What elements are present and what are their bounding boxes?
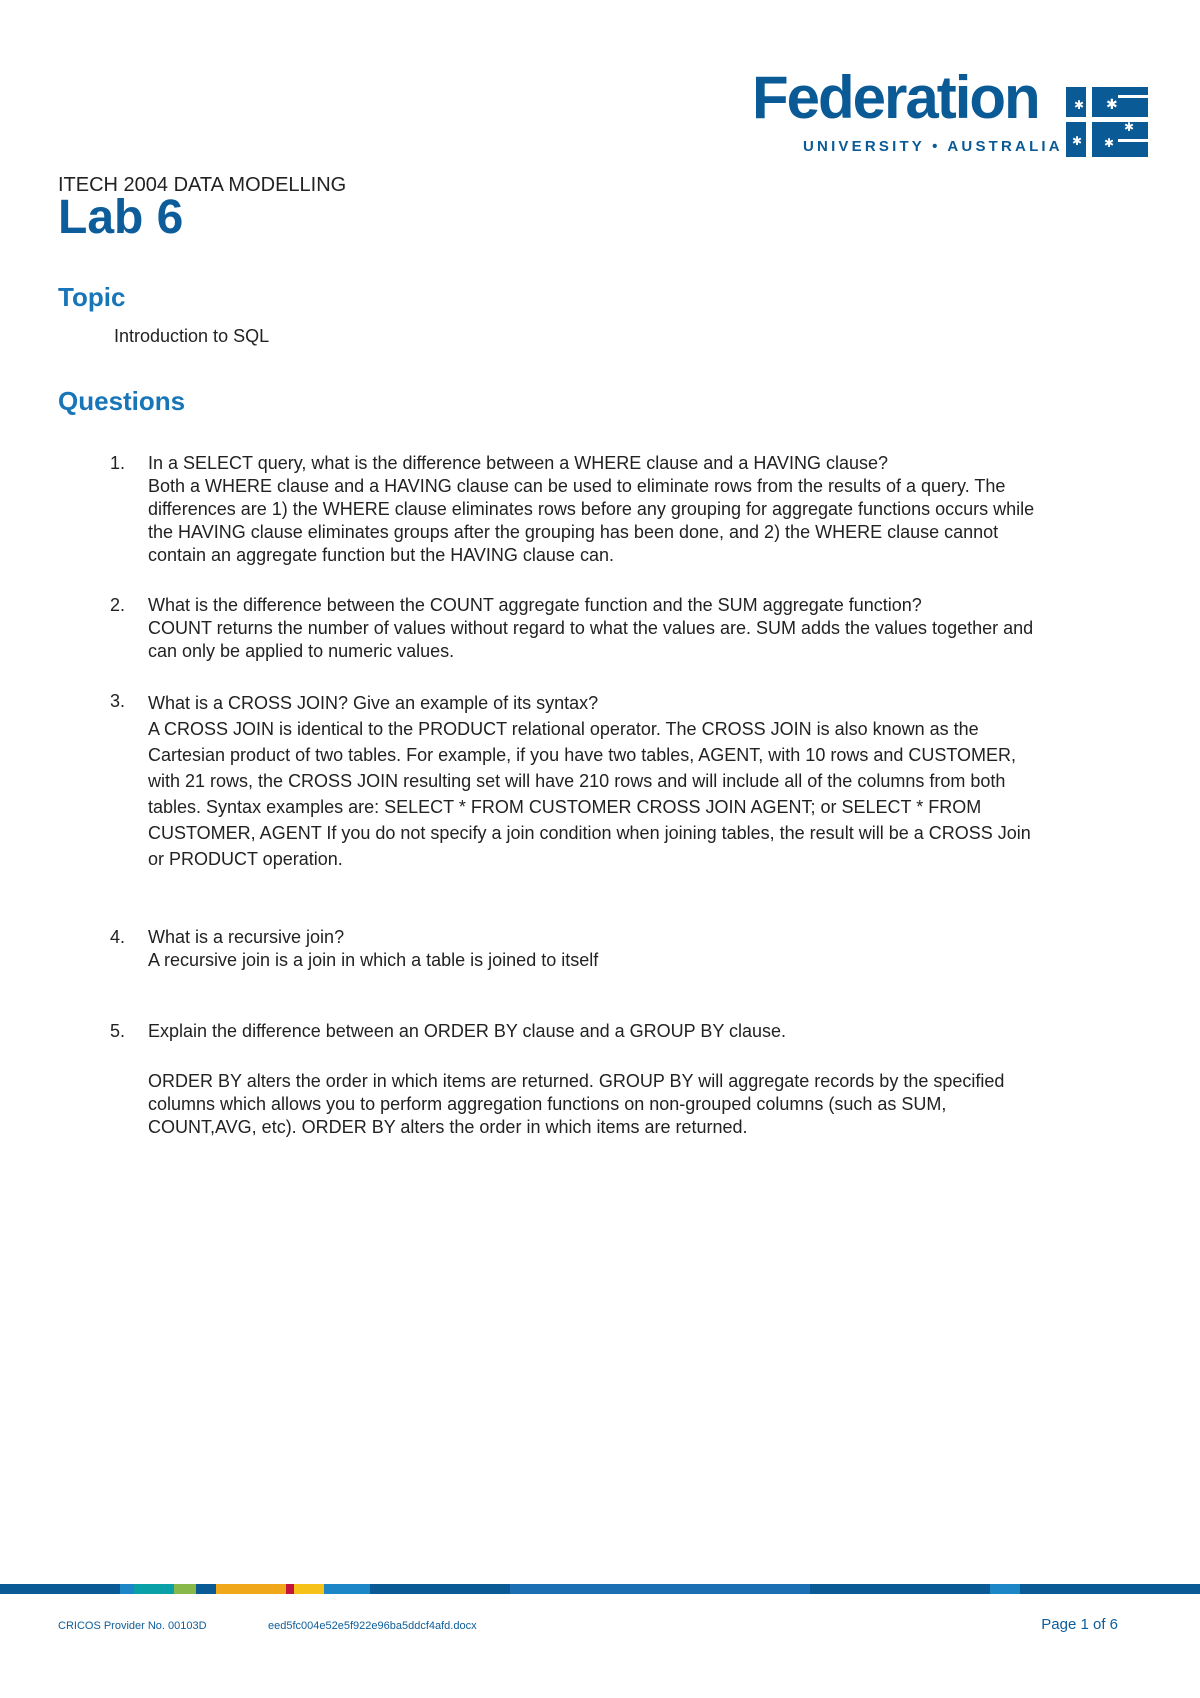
- svg-text:✱: ✱: [1104, 136, 1115, 150]
- answer-text: Both a WHERE clause and a HAVING clause can be used to eliminate rows from the results of a query. The differences are 1) the WHERE clause eliminates rows before any grouping for aggregate functions occurs while the HAVING clause eliminates groups after the grouping has been done, and 2) the WHERE clause cannot contain an aggregate function but the HAVING clause can.: [148, 476, 1035, 565]
- page-title: Lab 6: [58, 191, 184, 244]
- question-number: 3.: [110, 691, 126, 711]
- federation-university-logo: [752, 64, 1148, 162]
- question-item: [110, 452, 1045, 567]
- answer-text: ORDER BY alters the order in which items are returned. GROUP BY will aggregate records by the specified columns which allows you to perform aggregation functions on non-grouped columns (such as SUM, COUNT,AVG, etc). ORDER BY alters the order in which items are returned.: [148, 1071, 1005, 1137]
- answer-text: COUNT returns the number of values without regard to what the values are. SUM adds the values together and can only be applied to numeric values.: [148, 618, 1034, 661]
- logo-subtitle: UNIVERSITY • AUSTRALIA: [803, 138, 1063, 155]
- svg-text:✱: ✱: [1124, 120, 1135, 134]
- question-item: [110, 690, 1045, 872]
- question-list: [110, 452, 1045, 1139]
- question-text: Explain the difference between an ORDER BY clause and a GROUP BY clause.: [148, 1021, 787, 1041]
- svg-text:✱: ✱: [1074, 98, 1085, 112]
- question-text: In a SELECT query, what is the difference between a WHERE clause and a HAVING clause?: [148, 453, 889, 473]
- question-number: 1.: [110, 453, 126, 473]
- topic-text: Introduction to SQL: [114, 326, 270, 346]
- course-code: ITECH 2004 DATA MODELLING: [58, 174, 347, 196]
- question-text: What is a CROSS JOIN? Give an example of its syntax?: [148, 693, 599, 713]
- question-item: [110, 1020, 1045, 1139]
- document-filename: eed5fc004e52e5f922e96ba5ddcf4afd.docx: [268, 1620, 477, 1632]
- footer-color-bar: [0, 1584, 1200, 1594]
- question-text: What is a recursive join?: [148, 927, 345, 947]
- question-number: 4.: [110, 927, 126, 947]
- question-item: [110, 926, 1045, 972]
- answer-text: A recursive join is a join in which a table is joined to itself: [148, 950, 599, 970]
- question-text: What is the difference between the COUNT aggregate function and the SUM aggregate function?: [148, 595, 922, 615]
- question-number: 5.: [110, 1021, 126, 1041]
- question-number: 2.: [110, 595, 126, 615]
- answer-text: A CROSS JOIN is identical to the PRODUCT relational operator. The CROSS JOIN is also known as the Cartesian product of two tables. For example, if you have two tables, AGENT, with 10 rows and CUSTOMER, with 21 rows, the CROSS JOIN resulting set will have 210 rows and will include all of the columns from both tables. Syntax examples are: SELECT * FROM CUSTOMER CROSS JOIN AGENT; or SELECT * FROM CUSTOMER, AGENT If you do not specify a join condition when joining tables, the result will be a CROSS Join or PRODUCT operation.: [148, 719, 1031, 869]
- topic-heading: Topic: [58, 282, 126, 312]
- cricos-provider: CRICOS Provider No. 00103D: [58, 1620, 207, 1632]
- svg-text:✱: ✱: [1072, 134, 1083, 148]
- flag-icon: [1066, 87, 1148, 157]
- page-number: Page 1 of 6: [1041, 1616, 1118, 1633]
- questions-heading: Questions: [58, 386, 186, 416]
- svg-text:✱: ✱: [1106, 97, 1118, 113]
- logo-wordmark: Federation: [752, 64, 1039, 131]
- question-item: [110, 594, 1045, 663]
